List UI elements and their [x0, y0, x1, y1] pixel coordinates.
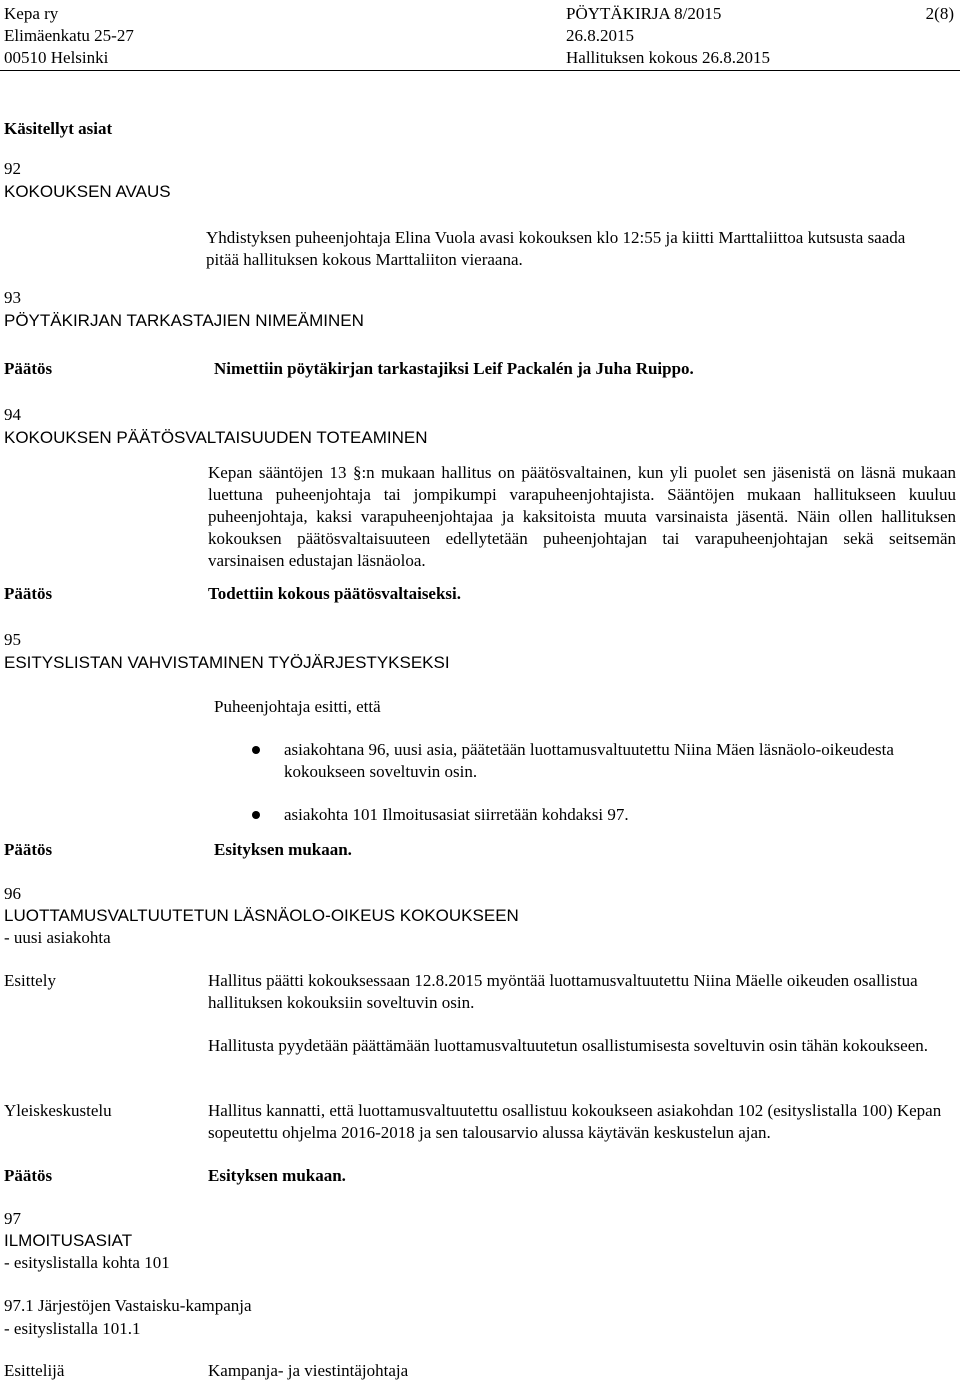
item-96-presentation-label: Esittely — [4, 971, 56, 990]
item-95-decision: Esityksen mukaan. — [214, 840, 352, 859]
item-94-decision-label: Päätös — [4, 584, 53, 603]
header-divider — [0, 70, 960, 71]
header-city: 00510 Helsinki — [4, 48, 109, 67]
item-96-presentation-2: Hallitusta pyydetään päättämään luottamusvaltuutetun osallistumisesta soveltuvin osin tähän kokoukseen. — [208, 1036, 928, 1055]
item-93-number: 93 — [4, 288, 21, 307]
item-96-presentation-1: Hallitus päätti kokouksessaan 12.8.2015 myöntää luottamusvaltuutettu Niina Mäelle oikeuden osallistua hallituksen kokouksiin soveltuvin osin. — [208, 971, 918, 1012]
item-96-title: LUOTTAMUSVALTUUTETUN LÄSNÄOLO-OIKEUS KOKOUKSEEN — [4, 906, 519, 925]
bullet-icon — [252, 746, 260, 754]
item-97-number: 97 — [4, 1209, 21, 1228]
header-street: Elimäenkatu 25-27 — [4, 26, 134, 45]
item-97-presenter-label: Esittelijä — [4, 1361, 65, 1380]
item-94-decision: Todettiin kokous päätösvaltaiseksi. — [208, 584, 462, 603]
item-96-discussion: Hallitus kannatti, että luottamusvaltuutettu osallistuu kokoukseen asiakohdan 102 (esityslistalla 100) Kepan sopeutettu ohjelma 2016-2018 ja sen talousarvio alussa käytävän keskustelun ajan. — [208, 1101, 942, 1142]
section-title: Käsitellyt asiat — [4, 119, 113, 138]
item-93-decision-label: Päätös — [4, 359, 53, 378]
item-96-subtitle: - uusi asiakohta — [4, 928, 111, 947]
item-96-discussion-label: Yleiskeskustelu — [4, 1101, 112, 1120]
header-doc-title: PÖYTÄKIRJA 8/2015 — [566, 4, 722, 23]
header-date: 26.8.2015 — [566, 26, 634, 45]
item-92-text: Yhdistyksen puheenjohtaja Elina Vuola avasi kokouksen klo 12:55 ja kiitti Marttaliittoa kutsusta saada pitää hallituksen kokous Marttaliiton vieraana. — [206, 228, 906, 269]
item-94-number: 94 — [4, 405, 21, 424]
item-94-title: KOKOUKSEN PÄÄTÖSVALTAISUUDEN TOTEAMINEN — [4, 428, 428, 447]
item-95-intro: Puheenjohtaja esitti, että — [214, 697, 381, 716]
bullet-icon — [252, 811, 260, 819]
item-97-presenter: Kampanja- ja viestintäjohtaja — [208, 1361, 409, 1380]
item-94-text: Kepan sääntöjen 13 §:n mukaan hallitus on päätösvaltainen, kun yli puolet sen jäsenistä on läsnä mukaan luettuna puheenjohtaja tai jompikumpi varapuheenjohtajista. Sääntöjen mukaan hallitukseen kuuluu puheenjohtaja, kaksi varapuheenjohtajaa ja kaksitoista muuta varsinaista jäsentä. Näin ollen hallituksen kokouksen päätösvaltaisuuteen edellytetään puheenjohtajan tai varapuheenjohtajan sekä seitsemän varsinaisen edustajan läsnäoloa. — [208, 463, 956, 570]
item-95-bullet-1: asiakohtana 96, uusi asia, päätetään luottamusvaltuutettu Niina Mäen läsnäolo-oikeudesta kokoukseen soveltuvin osin. — [284, 740, 894, 781]
item-95-title: ESITYSLISTAN VAHVISTAMINEN TYÖJÄRJESTYKSEKSI — [4, 653, 450, 672]
item-97-sub-item: 97.1 Järjestöjen Vastaisku-kampanja — [4, 1296, 252, 1315]
item-93-title: PÖYTÄKIRJAN TARKASTAJIEN NIMEÄMINEN — [4, 311, 364, 330]
item-97-title: ILMOITUSASIAT — [4, 1231, 133, 1250]
header-org: Kepa ry — [4, 4, 59, 23]
item-96-number: 96 — [4, 884, 21, 903]
header-meeting: Hallituksen kokous 26.8.2015 — [566, 48, 770, 67]
item-92-title: KOKOUKSEN AVAUS — [4, 182, 171, 201]
item-93-decision: Nimettiin pöytäkirjan tarkastajiksi Leif Packalén ja Juha Ruippo. — [214, 359, 694, 378]
item-95-decision-label: Päätös — [4, 840, 53, 859]
item-92-number: 92 — [4, 159, 21, 178]
item-96-decision-label: Päätös — [4, 1166, 53, 1185]
header-page-number: 2(8) — [925, 4, 954, 23]
item-96-decision: Esityksen mukaan. — [208, 1166, 346, 1185]
item-95-bullet-2: asiakohta 101 Ilmoitusasiat siirretään kohdaksi 97. — [284, 805, 629, 824]
header-left — [4, 3, 134, 69]
item-97-subtitle: - esityslistalla kohta 101 — [4, 1253, 170, 1272]
header-center — [566, 3, 770, 69]
item-97-sub-item-ref: - esityslistalla 101.1 — [4, 1319, 141, 1338]
item-95-number: 95 — [4, 630, 21, 649]
